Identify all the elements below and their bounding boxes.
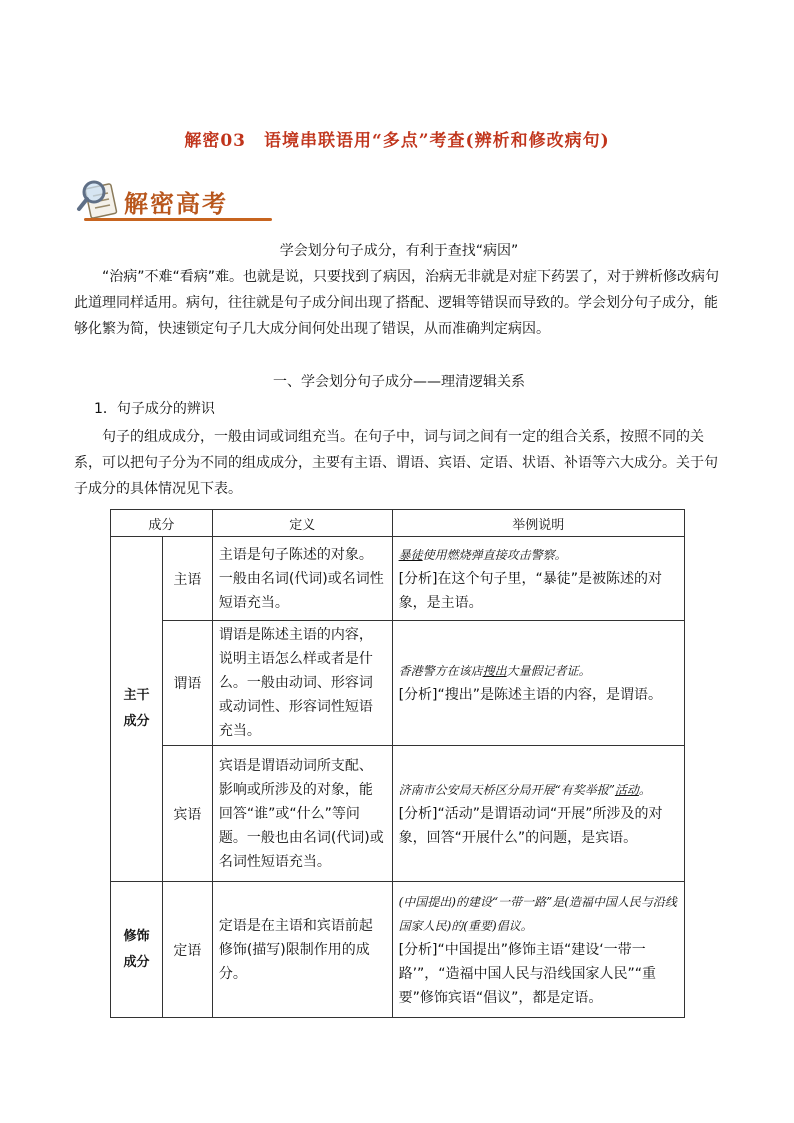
example-rest: 大量假记者证。	[506, 664, 591, 678]
section-paragraph: 句子的组成成分，一般由词或词组充当。在句子中，词与词之间有一定的组合关系，按照不同的关系，可以把句子分为不同的组成成分，主要有主语、谓语、宾语、定语、状语、补语等六大成分。关于句子成分的具体情况见下表。	[74, 429, 718, 497]
row-definition: 宾语是谓语动词所支配、影响或所涉及的对象，能回答“谁”或“什么”等问题。一般也由名词(代词)或名词性短语充当。	[212, 746, 392, 882]
row-example	[392, 882, 684, 1018]
table-row	[111, 537, 685, 621]
example-analysis: [分析]在这个句子里，“暴徒”是被陈述的对象，是主语。	[398, 570, 663, 611]
table-row	[111, 621, 685, 746]
intro-paragraph: “治病”不难“看病”难。也就是说，只要找到了病因，治病无非就是对症下药罢了，对于辨析修改病句此道理同样适用。病句，往往就是句子成分间出现了搭配、逻辑等错误而导致的。学会划分句子成分，能够化繁为简，快速锁定句子几大成分间何处出现了错误，从而准确判定病因。	[74, 269, 720, 337]
group-core	[111, 537, 163, 882]
example-sentence	[399, 659, 678, 683]
header-definition: 定义	[212, 510, 392, 537]
row-example	[392, 746, 684, 882]
page-title: 解密03 语境串联语用“多点”考查(辨析和修改病句)	[184, 131, 610, 151]
row-example	[392, 537, 684, 621]
table-row	[111, 882, 685, 1018]
group-modifier-label: 修饰 成分	[123, 928, 150, 970]
example-sentence	[399, 778, 678, 802]
row-example	[392, 621, 684, 746]
intro-heading: 学会划分句子成分，有利于查找“病因”	[279, 243, 519, 259]
magnifier-document-icon	[74, 176, 126, 222]
example-prefix: 济南市公安局天桥区分局开展“有奖举报”	[398, 782, 615, 797]
example-underlined: 搜出	[482, 664, 507, 678]
example-analysis: [分析]“活动”是谓语动词“开展”所涉及的对象，回答“开展什么”的问题，是宾语。	[398, 805, 663, 846]
banner-underline	[84, 218, 272, 221]
section-heading: 一、学会划分句子成分——理清逻辑关系	[273, 374, 525, 390]
table-header-row	[111, 510, 685, 537]
row-name: 主语	[162, 537, 212, 621]
header-example: 举例说明	[392, 510, 684, 537]
subsection-heading: 1．句子成分的辨识	[94, 401, 215, 417]
example-prefix: 香港警方在该店	[398, 664, 483, 678]
example-analysis: [分析]“中国提出”修饰主语“建设‘一带一路’”，“造福中国人民与沿线国家人民”“重要”修饰宾语“倡议”，都是定语。	[398, 941, 657, 1006]
example-underlined: 活动	[614, 782, 639, 797]
example-rest: 。	[638, 782, 651, 797]
example-underlined: 暴徒	[398, 547, 423, 562]
example-sentence	[399, 543, 678, 567]
row-name: 谓语	[162, 621, 212, 746]
row-definition: 定语是在主语和宾语前起修饰(描写)限制作用的成分。	[212, 882, 392, 1018]
table-row	[111, 746, 685, 882]
row-definition: 谓语是陈述主语的内容，说明主语怎么样或者是什么。一般由动词、形容词或动词性、形容词性短语充当。	[212, 621, 392, 746]
banner-label: 解密高考	[124, 189, 228, 218]
row-name: 宾语	[162, 746, 212, 882]
group-core-label: 主干 成分	[123, 688, 150, 729]
group-modifier	[111, 882, 163, 1018]
example-analysis: [分析]“搜出”是陈述主语的内容，是谓语。	[398, 687, 663, 703]
sentence-component-table	[110, 509, 685, 1018]
section-banner	[74, 176, 270, 224]
example-rest: 使用燃烧弹直接攻击警察。	[422, 547, 567, 562]
example-sentence: (中国提出)的建设“一带一路”是(造福中国人民与沿线国家人民)的(重要)倡议。	[398, 894, 677, 933]
header-component: 成分	[111, 510, 213, 537]
row-definition: 主语是句子陈述的对象。一般由名词(代词)或名词性短语充当。	[212, 537, 392, 621]
row-name: 定语	[162, 882, 212, 1018]
